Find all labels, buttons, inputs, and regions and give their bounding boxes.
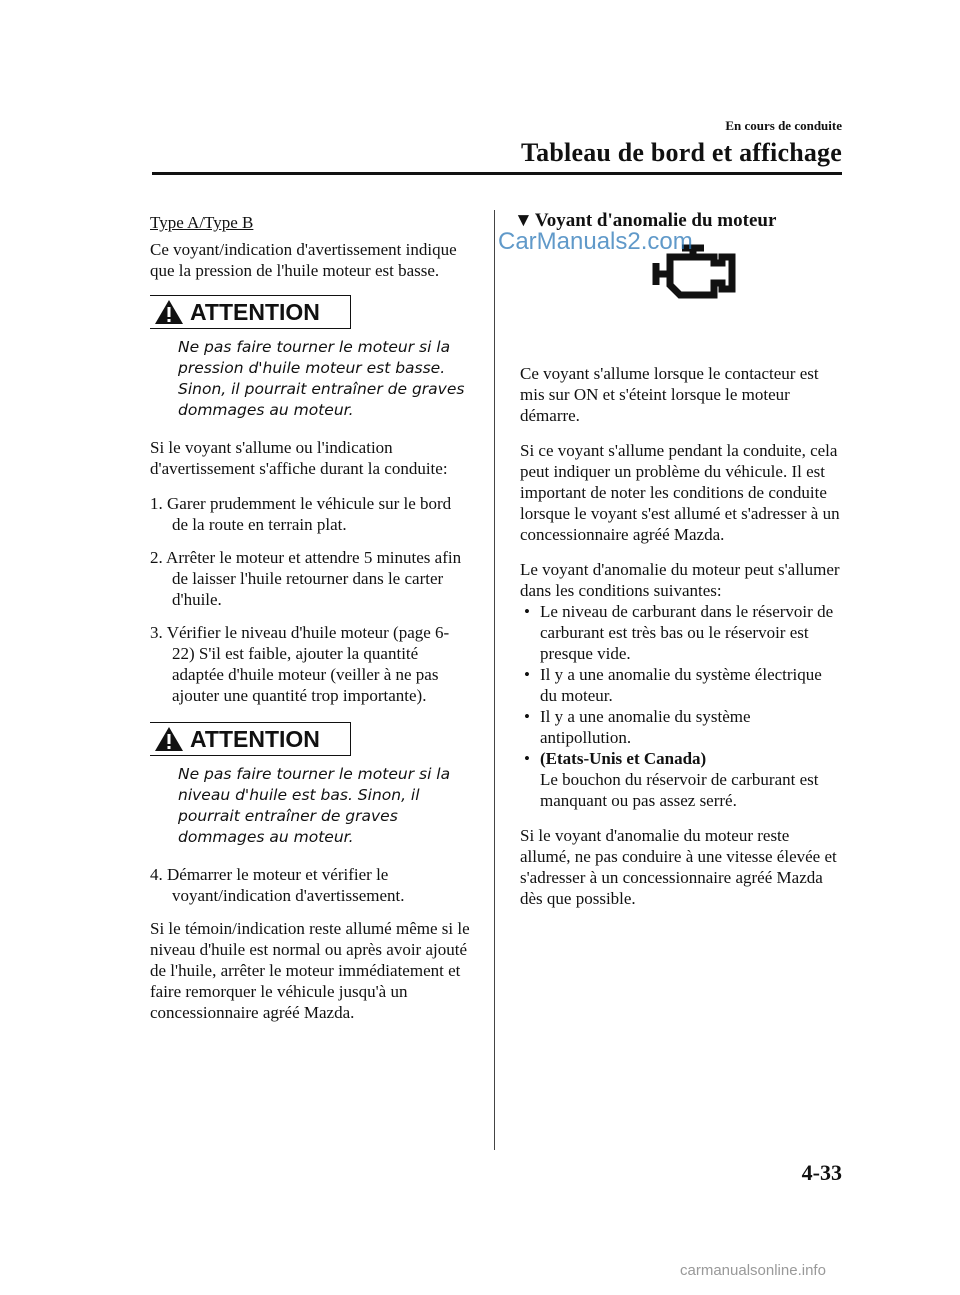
conduct-paragraph: Si le voyant s'allume ou l'indication d'avertissement s'affiche durant la conduite: — [150, 438, 448, 478]
watermark-bottom: carmanualsonline.info — [680, 1262, 826, 1279]
list-item: • Il y a une anomalie du système électrique du moteur. — [520, 664, 842, 706]
intro-paragraph: Ce voyant/indication d'avertissement indique que la pression de l'huile moteur est basse. — [150, 240, 457, 280]
section-label: En cours de conduite — [725, 118, 842, 133]
heading-text: Voyant d'anomalie du moteur — [534, 210, 777, 231]
list-item: 3. Vérifier le niveau d'huile moteur (page 6-22) S'il est faible, ajouter la quantité adaptée d'huile moteur (veiller à ne pas ajouter une quantité trop importante). — [150, 623, 450, 705]
page-title: Tableau de bord et affichage — [521, 138, 842, 167]
right-column — [514, 210, 842, 923]
list-item: • Il y a une anomalie du système antipollution. — [520, 706, 842, 748]
steps-list — [150, 864, 470, 906]
list-item: 4. Démarrer le moteur et vérifier le voyant/indication d'avertissement. — [150, 865, 405, 905]
steps-list — [150, 493, 470, 706]
attention-label: ATTENTION — [190, 298, 320, 325]
list-item: 2. Arrêter le moteur et attendre 5 minutes afin de laisser l'huile retourner dans le carter d'huile. — [150, 548, 462, 609]
attention-text: Ne pas faire tourner le moteur si la pression d'huile moteur est basse. Sinon, il pourrait entraîner de graves dommages au moteur. — [178, 338, 465, 419]
region-text: Le bouchon du réservoir de carburant est manquant ou pas assez serré. — [540, 770, 819, 810]
list-item: • Le niveau de carburant dans le réservoir de carburant est très bas ou le réservoir est presque vide. — [520, 601, 842, 664]
region-label: (Etats-Unis et Canada) — [540, 749, 707, 768]
column-divider — [494, 210, 495, 1150]
attention-label: ATTENTION — [190, 725, 320, 752]
watermark-top: CarManuals2.com — [498, 228, 693, 255]
attention-box — [150, 295, 351, 329]
triangle-marker: ▼ — [514, 210, 533, 231]
page-number: 4-33 — [801, 1160, 842, 1185]
conditions-list — [520, 601, 842, 811]
paragraph-4: Si le voyant d'anomalie du moteur reste allumé, ne pas conduire à une vitesse élevée et s'adresser à un concessionnaire agréé Mazda dès que possible. — [520, 826, 837, 908]
warning-triangle-icon — [154, 299, 184, 325]
header-rule — [152, 172, 842, 175]
paragraph-1: Ce voyant s'allume lorsque le contacteur est mis sur ON et s'éteint lorsque le moteur démarre. — [520, 364, 819, 425]
subheading: Type A/Type B — [150, 213, 254, 232]
attention-text: Ne pas faire tourner le moteur si la niveau d'huile est bas. Sinon, il pourrait entraîner de graves dommages au moteur. — [178, 765, 451, 846]
final-paragraph: Si le témoin/indication reste allumé même si le niveau d'huile est normal ou après avoir ajouté de l'huile, arrêter le moteur immédiatement et faire remorquer le véhicule jusqu'à un concessionnaire agréé Mazda. — [150, 919, 470, 1022]
paragraph-3: Le voyant d'anomalie du moteur peut s'allumer dans les conditions suivantes: — [520, 560, 840, 600]
attention-box — [150, 722, 351, 756]
left-column — [150, 212, 470, 1037]
list-item: 1. Garer prudemment le véhicule sur le bord de la route en terrain plat. — [150, 494, 452, 534]
paragraph-2: Si ce voyant s'allume pendant la conduite, cela peut indiquer un problème du véhicule. Il est important de noter les conditions de conduite lorsque le voyant s'est allumé et s'adresser à un concessionnaire agréé Mazda. — [520, 441, 840, 544]
list-item — [520, 748, 842, 811]
warning-triangle-icon — [154, 726, 184, 752]
